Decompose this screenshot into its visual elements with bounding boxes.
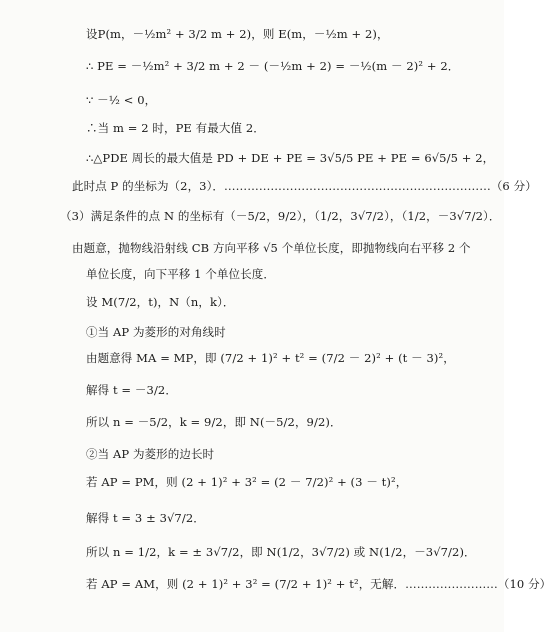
line-set-mn: 设 M(7/2，t)，N（n，k）． bbox=[86, 295, 235, 309]
line-set-p: 设P(m，－½m² + 3/2 m + 2)，则 E(m，－½m + 2)， bbox=[86, 27, 389, 41]
line-case1-solve-t: 解得 t = －3/2． bbox=[86, 383, 177, 397]
line-pe-expression: ∴ PE = －½m² + 3/2 m + 2 － (－½m + 2) = －½(m － 2)² + 2． bbox=[86, 59, 460, 73]
line-case1-heading: ①当 AP 为菱形的对角线时 bbox=[86, 325, 226, 339]
line-translation-cont: 单位长度，向下平移 1 个单位长度． bbox=[86, 267, 275, 281]
line-translation: 由题意，抛物线沿射线 CB 方向平移 √5 个单位长度，即抛物线向右平移 2 个 bbox=[72, 241, 471, 255]
line-part3-answer: （3）满足条件的点 N 的坐标有（－5/2，9/2），（1/2，3√7/2），（1/2，－3√7/2）． bbox=[60, 209, 501, 223]
line-case2-solve-t: 解得 t = 3 ± 3√7/2． bbox=[86, 511, 205, 525]
line-case3-no-solution: 若 AP = AM，则 (2 + 1)² + 3² = (7/2 + 1)² + t²，无解．……………………（10 分） bbox=[86, 577, 551, 591]
line-coefficient-negative: ∵ －½ < 0， bbox=[86, 93, 157, 107]
line-point-p-score: 此时点 P 的坐标为（2，3）．……………………………………………………………（6 分） bbox=[72, 179, 537, 193]
line-case1-equation: 由题意得 MA = MP，即 (7/2 + 1)² + t² = (7/2 － 2)² + (t － 3)²， bbox=[86, 351, 455, 365]
line-perimeter-max: ∴△PDE 周长的最大值是 PD + DE + PE = 3√5/5 PE + PE = 6√5/5 + 2， bbox=[86, 151, 495, 165]
line-pe-max: ∴当 m = 2 时，PE 有最大值 2． bbox=[86, 121, 265, 135]
line-case2-equation: 若 AP = PM，则 (2 + 1)² + 3² = (2 － 7/2)² + (3 － t)²， bbox=[86, 475, 408, 489]
line-case2-result: 所以 n = 1/2，k = ± 3√7/2，即 N(1/2，3√7/2) 或 N(1/2，－3√7/2)． bbox=[86, 545, 476, 559]
line-case2-heading: ②当 AP 为菱形的边长时 bbox=[86, 447, 215, 461]
line-case1-result: 所以 n = －5/2，k = 9/2，即 N(－5/2，9/2)． bbox=[86, 415, 342, 429]
